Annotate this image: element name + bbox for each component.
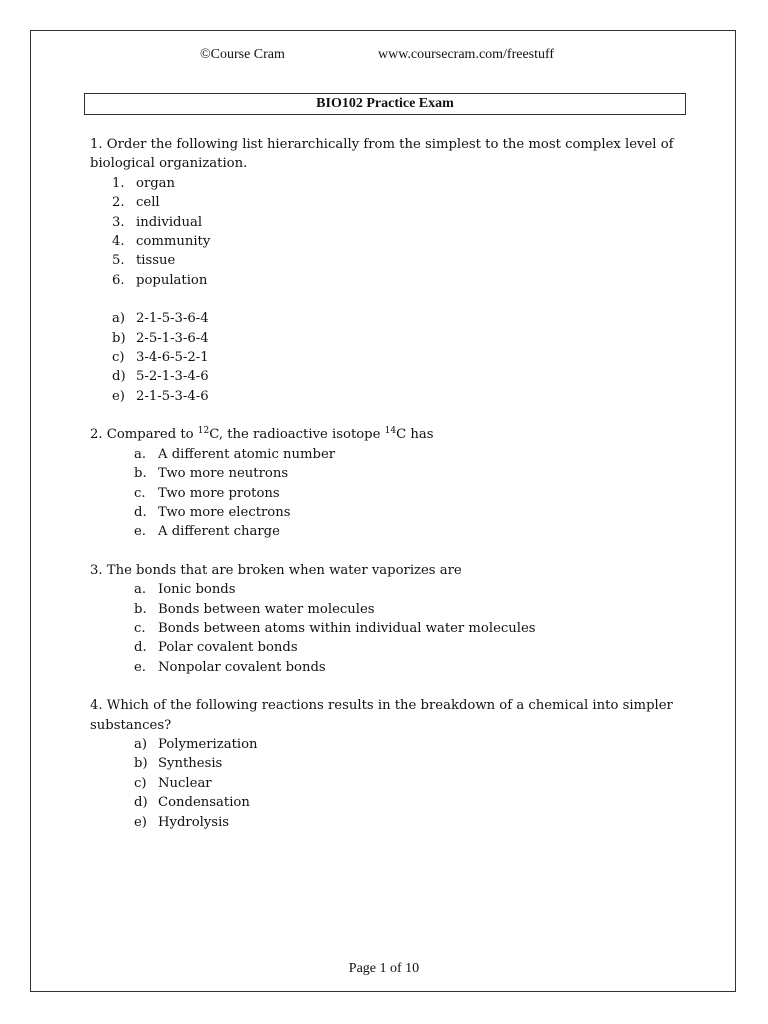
exam-content xyxy=(90,135,690,851)
list-item: 5. tissue xyxy=(112,253,176,269)
list-item: 1. organ xyxy=(112,175,176,191)
question-3-options xyxy=(90,580,690,677)
answer-option: e) 2-1-5-3-4-6 xyxy=(112,388,209,404)
answer-option: b. Two more neutrons xyxy=(134,466,289,482)
answer-option: c) 3-4-6-5-2-1 xyxy=(112,350,209,366)
question-1-list xyxy=(90,174,690,290)
list-item: 2. cell xyxy=(112,195,160,211)
answer-option: a) 2-1-5-3-6-4 xyxy=(112,311,209,327)
answer-option: d. Polar covalent bonds xyxy=(134,640,298,656)
answer-option: c) Nuclear xyxy=(134,775,212,791)
question-3-text: 3. The bonds that are broken when water vaporizes are xyxy=(90,562,462,578)
answer-option: d. Two more electrons xyxy=(134,504,291,520)
header-url: www.coursecram.com/freestuff xyxy=(378,47,555,62)
answer-option: e. A different charge xyxy=(134,524,280,540)
list-item: 3. individual xyxy=(112,214,203,230)
header-copyright: ©Course Cram xyxy=(200,47,285,62)
question-1 xyxy=(90,135,690,406)
list-item: 4. community xyxy=(112,234,211,250)
question-4-options xyxy=(90,735,690,832)
question-1-options xyxy=(90,309,690,406)
answer-option: a. A different atomic number xyxy=(134,446,336,462)
question-1-text: 1. Order the following list hierarchically from the simplest to the most complex level of biological organization. xyxy=(90,137,674,172)
answer-option: d) 5-2-1-3-4-6 xyxy=(112,369,209,385)
answer-option: d) Condensation xyxy=(134,795,250,811)
list-item: 6. population xyxy=(112,272,208,288)
question-4-text: 4. Which of the following reactions results in the breakdown of a chemical into simpler substances? xyxy=(90,698,673,733)
answer-option: b) 2-5-1-3-6-4 xyxy=(112,330,209,346)
answer-option: c. Bonds between atoms within individual water molecules xyxy=(134,620,536,636)
answer-option: a. Ionic bonds xyxy=(134,582,236,598)
question-2-text: 2. Compared to $^{12}$C, the radioactive isotope $^{14}$C has xyxy=(90,426,434,443)
answer-option: b) Synthesis xyxy=(134,756,223,772)
question-4 xyxy=(90,696,690,832)
answer-option: c. Two more protons xyxy=(134,485,280,501)
answer-option: e) Hydrolysis xyxy=(134,814,230,830)
answer-option: a) Polymerization xyxy=(134,736,258,752)
answer-option: b. Bonds between water molecules xyxy=(134,601,375,617)
answer-option: e. Nonpolar covalent bonds xyxy=(134,659,326,675)
question-2 xyxy=(90,425,690,541)
exam-title: BIO102 Practice Exam xyxy=(84,93,686,115)
question-2-options xyxy=(90,445,690,542)
page-number: Page 1 of 10 xyxy=(348,961,420,976)
question-3 xyxy=(90,561,690,677)
